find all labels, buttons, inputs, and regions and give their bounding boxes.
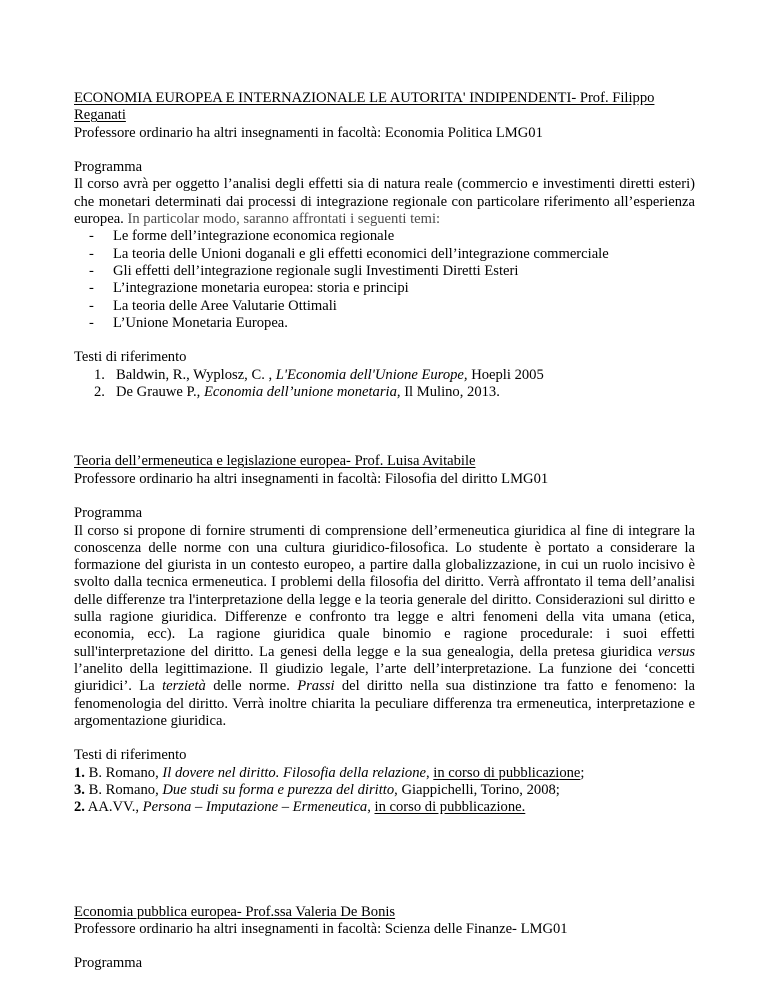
reference-publisher: , Giappichelli, Torino, 2008; [394,781,560,798]
professor-line: Professore ordinario ha altri insegnamenti in facoltà: Scienza delle Finanze- LMG01 [74,920,568,937]
programma-heading: Programma [74,955,143,972]
list-item: - La teoria delle Aree Valutarie Ottimali [74,298,695,315]
reference-publisher: , Il Mulino, 2013. [396,384,500,401]
reference-number: 1. [74,764,85,781]
list-item: - Gli effetti dell’integrazione regionale sugli Investimenti Diretti Esteri [74,263,695,280]
reference-number: 3. [74,781,85,798]
reference-list [74,765,695,817]
reference-publisher: , [425,764,434,781]
reference-number: 2. [94,384,105,401]
testi-heading: Testi di riferimento [74,349,187,366]
reference-title: Persona – Imputazione – Ermeneutica [142,799,368,816]
programma-text-italic: versus [657,643,695,660]
reference-publisher: Hoepli 2005 [467,366,544,383]
list-item: - Le forme dell’integrazione economica regionale [74,228,695,245]
reference-number: 2. [74,799,85,816]
reference-title: L'Economia dell'Unione Europe, [275,366,468,383]
reference-title: Due studi su forma e purezza del diritto [162,781,395,798]
programma-text-main: Il corso avrà per oggetto l’analisi degli effetti sia di natura reale (commercio e investimenti diretti esteri) che monetari determinati dai processi di integrazione regionale con particolare riferimento all’esperienza europea. [74,176,695,228]
programma-text-italic: Prassi [297,678,335,695]
programma-text-gray: In particolar modo, saranno affrontati i seguenti temi: [123,211,441,228]
reference-suffix: ; [580,764,585,781]
reference-item [74,782,695,799]
programma-text [74,523,695,731]
reference-authors: B. Romano, [84,781,163,798]
reference-title: Economia dell’unione monetaria [203,384,397,401]
programma-text-italic: terzietà [162,678,206,695]
reference-item [74,367,695,384]
reference-item [74,384,695,401]
programma-heading: Programma [74,159,143,176]
programma-text-part: delle norme. [205,678,298,695]
course-section-economia-pubblica [74,904,695,973]
course-title: Teoria dell’ermeneutica e legislazione europea- Prof. Luisa Avitabile [74,453,476,470]
programma-text-part: del diritto nella sua distinzione tra fatto e fenomeno: la fenomenologia del diritto. Verrà inoltre chiarita la peculiare differenza tra ermeneutica, interpretazione e argomentazione giuridica. [74,678,695,729]
topic-list [74,228,695,332]
reference-authors: Baldwin, R., Wyplosz, C. , [116,366,276,383]
course-title: Economia pubblica europea- Prof.ssa Valeria De Bonis [74,903,396,920]
course-title: ECONOMIA EUROPEA E INTERNAZIONALE LE AUTORITA' INDIPENDENTI- Prof. Filippo Reganati [74,90,655,124]
professor-line: Professore ordinario ha altri insegnamenti in facoltà: Filosofia del diritto LMG01 [74,470,549,487]
reference-status: in corso di pubblicazione. [374,799,526,816]
reference-list [74,367,695,402]
reference-authors: De Grauwe P., [116,384,204,401]
reference-publisher: , [367,799,375,816]
course-section-ermeneutica [74,453,695,816]
list-item: - La teoria delle Unioni doganali e gli effetti economici dell’integrazione commerciale [74,246,695,263]
programma-heading: Programma [74,505,143,522]
programma-text-part: l’anelito della legittimazione. Il giudizio legale, l’arte dell’interpretazione. La funzione dei ‘concetti giuridici’. La [74,660,695,695]
reference-authors: AA.VV., [84,799,143,816]
professor-line: Professore ordinario ha altri insegnamenti in facoltà: Economia Politica LMG01 [74,124,543,141]
testi-heading: Testi di riferimento [74,747,187,764]
programma-text-part: Il corso si propone di fornire strumenti di comprensione dell’ermeneutica giuridica al fine di integrare la conoscenza delle norme con una cultura giuridico-filosofica. Lo studente è portato a considerare la formazione del giurista in un contesto europeo, a partire dalla globalizzazione, in cui un ruolo incisivo è svolto dalla tecnica ermeneutica. I problemi della filosofia del diritto. Verrà affrontato il tema dell’analisi delle differenze tra l'interpretazione della legge e la teoria generale del diritto. Considerazioni sul diritto e sulla ragione giuridica. Differenze e confronto tra legge e altri fenomeni della vita umana (etica, economia, ecc). La ragione giuridica quale binomio e ragione procedurale: i suoi effetti sull'interpretazione del diritto. La genesi della legge e la sua genealogia, della pretesa giuridica [74,522,695,660]
course-section-economia-europea [74,90,695,401]
document-page [74,90,695,973]
reference-authors: B. Romano, [84,764,163,781]
reference-item [74,765,695,782]
reference-number: 1. [94,366,105,383]
list-item: - L’integrazione monetaria europea: storia e principi [74,280,695,297]
reference-status: in corso di pubblicazione [433,764,581,781]
programma-text [74,176,695,228]
reference-item [74,799,695,816]
reference-title: Il dovere nel diritto. Filosofia della relazione [162,764,426,781]
list-item: - L’Unione Monetaria Europea. [74,315,695,332]
